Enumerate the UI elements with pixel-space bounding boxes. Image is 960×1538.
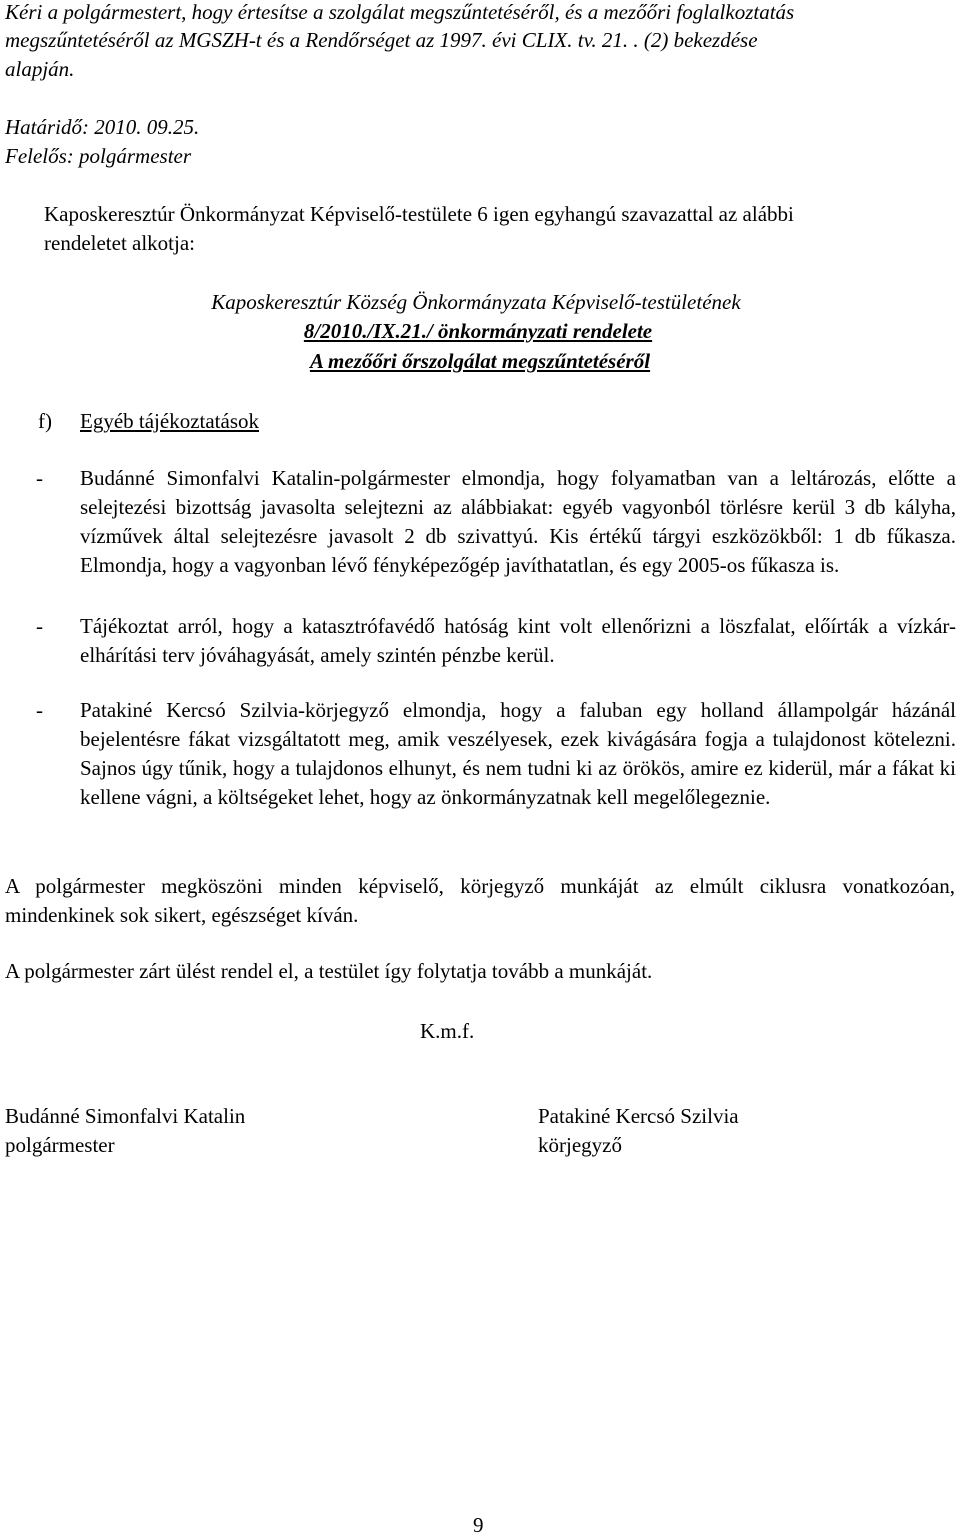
- ordinance-heading: Kaposkeresztúr Község Önkormányzata Képviselő-testületének: [211, 290, 741, 314]
- intro-line-1: Kéri a polgármestert, hogy értesítse a szolgálat megszűntetéséről, és a mezőőri foglalkoztatás: [5, 0, 795, 24]
- responsible: Felelős: polgármester: [5, 144, 192, 168]
- decision-line-2: rendeletet alkotja:: [44, 231, 196, 255]
- page-number: 9: [473, 1513, 484, 1537]
- bullet-dash: -: [36, 614, 43, 638]
- ordinance-number: 8/2010./IX.21./ önkormányzati rendelete: [303, 319, 653, 343]
- signature-left-title: polgármester: [5, 1133, 115, 1157]
- paragraph-thanks: A polgármester megköszöni minden képviselő, körjegyző munkáját az elmúlt ciklusra vonatkozóan, mindenkinek sok sikert, egészséget kíván.: [5, 874, 955, 927]
- decision-line-1: Kaposkeresztúr Önkormányzat Képviselő-testülete 6 igen egyhangú szavazattal az alábbi: [44, 202, 794, 226]
- paragraph-disaster-authority: Tájékoztat arról, hogy a katasztrófavédő hatóság kint volt ellenőrizni a löszfalat, előírták a vízkár-elhárítási terv jóváhagyását, amely szintén pénzbe kerül.: [80, 614, 956, 667]
- paragraph-notary-trees: Patakiné Kercsó Szilvia-körjegyző elmondja, hogy a faluban egy holland állampolgár házánál bejelentésre fákat vizsgáltatott meg, amik veszélyesek, ezek kivágására fogja a tulajdonost kötelezni. Sajnos úgy tűnik, hogy a tulajdonos elhunyt, és nem tudni ki az örökös, amire ez kiderül, már a fákat ki kellene vágni, a költségeket lehet, hogy az önkormányzatnak kell megelőlegeznie.: [80, 698, 956, 809]
- intro-line-2: megszűntetéséről az MGSZH-t és a Rendőrséget az 1997. évi CLIX. tv. 21. . (2) bekezdése: [5, 28, 758, 52]
- paragraph-closed-session: A polgármester zárt ülést rendel el, a testület így folytatja tovább a munkáját.: [5, 959, 653, 983]
- signature-right-title: körjegyző: [538, 1133, 622, 1157]
- signature-right-name: Patakiné Kercsó Szilvia: [538, 1104, 739, 1128]
- paragraph-mayor-inventory: Budánné Simonfalvi Katalin-polgármester elmondja, hogy folyamatban van a leltározás, előtte a selejtezési bizottság javasolta selejtezni az alábbiakat: egyéb vagyonból törlésre kerül 3 db kályha, vízművek által selejtezésre javasolt 2 db szivattyú. Kis értékű tárgyi eszközökből: 1 db fűkasza. Elmondja, hogy a vagyonban lévő fényképezőgép javíthatatlan, és egy 2005-os fűkasza is.: [80, 466, 956, 577]
- bullet-dash: -: [36, 466, 43, 490]
- kmf: K.m.f.: [420, 1019, 475, 1043]
- section-marker: f): [38, 409, 52, 433]
- bullet-dash: -: [36, 698, 43, 722]
- section-title: Egyéb tájékoztatások: [80, 409, 260, 433]
- intro-line-3: alapján.: [5, 57, 75, 81]
- signature-left-name: Budánné Simonfalvi Katalin: [5, 1104, 246, 1128]
- deadline: Határidő: 2010. 09.25.: [5, 115, 200, 139]
- ordinance-title: A mezőőri őrszolgálat megszűntetéséről: [309, 349, 651, 373]
